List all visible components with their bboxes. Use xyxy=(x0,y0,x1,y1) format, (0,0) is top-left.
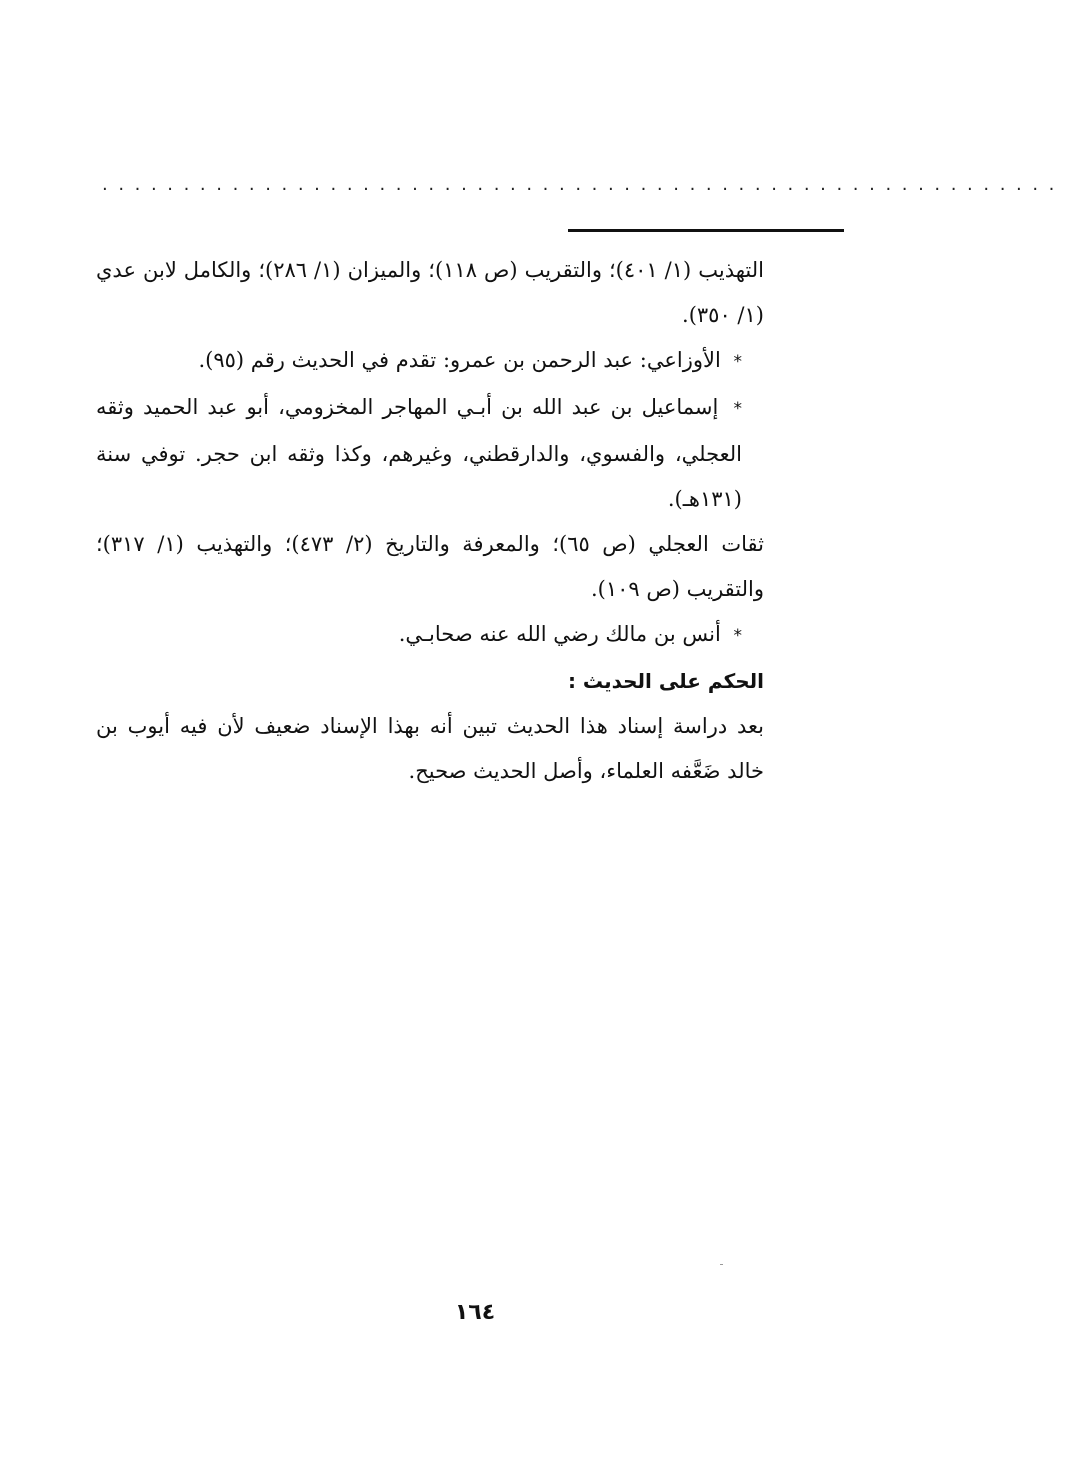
dotted-divider: ........................................................... xyxy=(102,174,1065,195)
narrator-text: أنس بن مالك رضي الله عنه صحابـي. xyxy=(398,622,721,646)
ruling-heading-text: الحكم على الحديث : xyxy=(567,669,764,693)
section-rule xyxy=(568,229,844,232)
asterisk-bullet: * xyxy=(733,626,742,646)
reference-text: التهذيب (١/ ٤٠١)؛ والتقريب (ص ١١٨)؛ والميزان (١/ ٢٨٦)؛ والكامل لابن عدي (١/ ٣٥٠). xyxy=(96,258,764,327)
scan-speck xyxy=(720,1264,723,1265)
text-body xyxy=(96,248,764,794)
page-number: ١٦٤ xyxy=(454,1300,496,1325)
narrator-text: إسماعيل بن عبد الله بن أبـي المهاجر المخزومي، أبو عبد الحميد وثقه العجلي، والفسوي، والدارقطني، وغيرهم، وكذا وثقه ابن حجر. توفي سنة (١٣١هـ). xyxy=(96,395,742,511)
asterisk-bullet: * xyxy=(733,399,742,419)
reference-paragraph xyxy=(96,522,764,612)
reference-text: ثقات العجلي (ص ٦٥)؛ والمعرفة والتاريخ (٢/ ٤٧٣)؛ والتهذيب (١/ ٣١٧)؛ والتقريب (ص ١٠٩). xyxy=(96,532,764,601)
reference-paragraph xyxy=(96,248,764,338)
narrator-text: الأوزاعي: عبد الرحمن بن عمرو: تقدم في الحديث رقم (٩٥). xyxy=(198,348,721,372)
ruling-text: بعد دراسة إسناد هذا الحديث تبين أنه بهذا الإسناد ضعيف لأن فيه أيوب بن خالد ضَعَّفه العلماء، وأصل الحديث صحيح. xyxy=(96,714,764,783)
ruling-heading xyxy=(96,659,764,704)
narrator-paragraph xyxy=(96,385,764,522)
narrator-paragraph xyxy=(96,338,764,385)
asterisk-bullet: * xyxy=(733,352,742,372)
ruling-paragraph xyxy=(96,704,764,794)
narrator-paragraph xyxy=(96,612,764,659)
